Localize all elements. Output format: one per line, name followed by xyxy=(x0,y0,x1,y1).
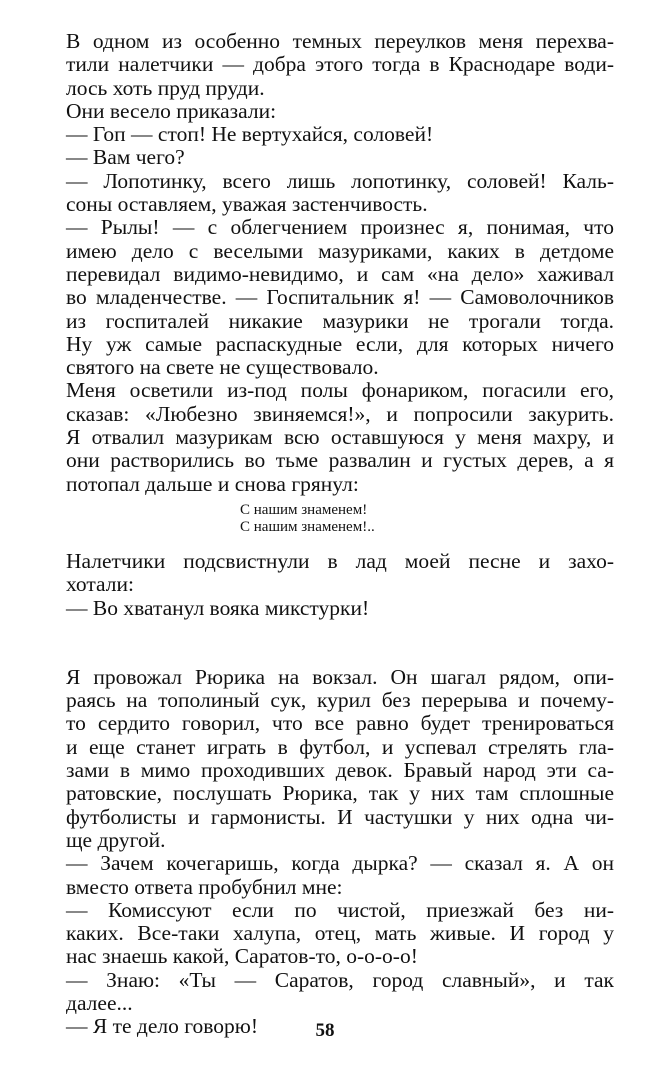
text-line: Я провожал Рюрика на вокзал. Он шагал рядом, опи- xyxy=(66,664,614,689)
text-line: — Знаю: «Ты — Саратов, город славный», и так xyxy=(66,967,614,992)
text-line: имею дело с веселыми мазуриками, каких в детдоме xyxy=(66,238,614,263)
block-b xyxy=(66,550,614,620)
text-line: далее... xyxy=(66,990,133,1015)
text-line: перевидал видимо-невидимо, и сам «на дело» хаживал xyxy=(66,261,614,286)
song-verse xyxy=(240,502,614,536)
text-line: каких. Все-таки халупа, отец, мать живые. И город у xyxy=(66,921,614,946)
text-line: — Вам чего? xyxy=(66,145,185,170)
text-line: — Лопотинку, всего лишь лопотинку, соловей! Каль- xyxy=(66,168,614,193)
text-line: из госпиталей никакие мазурики не трогали тогда. xyxy=(66,308,614,333)
text-line: — Комиссуют если по чистой, приезжай без ни- xyxy=(66,897,614,922)
text-line: они растворились во тьме развалин и густых дерев, а я xyxy=(66,448,614,473)
text-line: — Рылы! — с облегчением произнес я, понимая, что xyxy=(66,215,614,240)
text-line: — Я те дело говорю! xyxy=(66,1014,258,1039)
text-line: нас знаешь какой, Саратов-то, о-о-о-о! xyxy=(66,944,418,969)
text-line: то сердито говорил, что все равно будет тренироваться xyxy=(66,711,614,736)
text-line: Налетчики подсвистнули в лад моей песне и захо- xyxy=(66,548,614,573)
text-line: хотали: xyxy=(66,572,134,597)
text-line: футболисты и гармонисты. И частушки у них одна чи- xyxy=(66,804,614,829)
text-line: Ну уж самые распаскудные если, для которых ничего xyxy=(66,331,614,356)
text-line: В одном из особенно темных переулков меня перехва- xyxy=(66,29,614,53)
verse-line: С нашим знаменем! xyxy=(240,501,368,518)
text-line: соны оставляем, уважая застенчивость. xyxy=(66,192,428,217)
text-line: во младенчестве. — Госпитальник я! — Самоволочников xyxy=(66,285,614,310)
text-line: сказав: «Любезно звиняемся!», и попросили закурить. xyxy=(66,401,614,426)
text-line: потопал дальше и снова грянул: xyxy=(66,471,359,496)
text-line: раясь на тополиный сук, курил без перерыва и почему- xyxy=(66,688,614,713)
text-line: ратовские, послушать Рюрика, так у них там сплошные xyxy=(66,781,614,806)
text-line: — Гоп — стоп! Не вертухайся, соловей! xyxy=(66,122,434,147)
text-line: Они весело приказали: xyxy=(66,98,277,123)
text-line: зами в мимо проходивших девок. Бравый народ эти са- xyxy=(66,758,614,783)
text-line: — Во хватанул вояка микстурки! xyxy=(66,595,370,620)
page-number: 58 xyxy=(315,1020,335,1041)
text-line: Я отвалил мазурикам всю оставшуюся у меня махру, и xyxy=(66,425,614,450)
text-line: тили налетчики — добра этого тогда в Краснодаре води- xyxy=(66,52,614,77)
block-a xyxy=(66,30,614,496)
text-line: — Зачем кочегаришь, когда дырка? — сказал я. А он xyxy=(66,851,614,876)
block-c xyxy=(66,666,614,1039)
text-line: и еще станет играть в футбол, и успевал стрелять гла- xyxy=(66,734,614,759)
text-line: лось хоть пруд пруди. xyxy=(66,75,265,100)
verse-line: С нашим знаменем!.. xyxy=(240,518,375,535)
text-line: вместо ответа пробубнил мне: xyxy=(66,874,343,899)
page-text xyxy=(66,30,614,1039)
text-line: святого на свете не существовало. xyxy=(66,355,379,380)
text-line: Меня осветили из-под полы фонариком, погасили его, xyxy=(66,378,614,403)
text-line: ще другой. xyxy=(66,827,166,852)
